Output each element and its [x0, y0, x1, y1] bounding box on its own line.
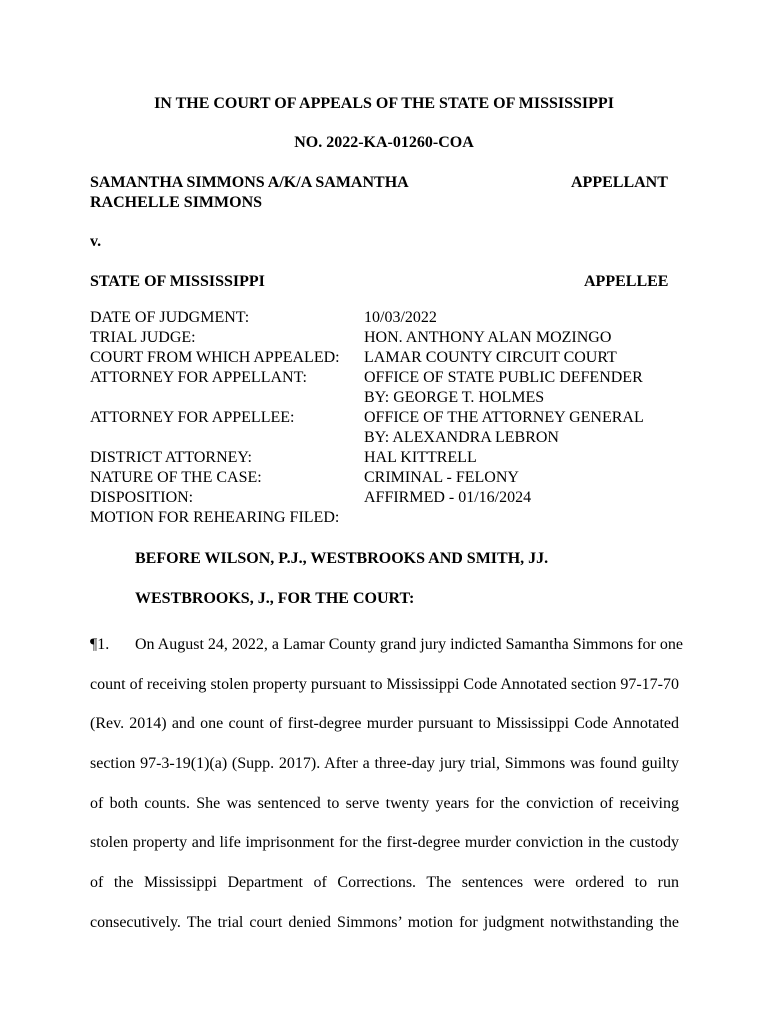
case-info-label: NATURE OF THE CASE:: [90, 469, 262, 486]
case-info-value: AFFIRMED - 01/16/2024: [364, 489, 532, 506]
case-info-row: [90, 428, 644, 448]
paragraph-line: consecutively. The trial court denied Simmons’ motion for judgment notwithstanding the: [90, 913, 679, 931]
paragraph-line: count of receiving stolen property pursuant to Mississippi Code Annotated section 97-17-70: [90, 675, 679, 693]
case-info-row: [90, 388, 644, 408]
case-info-row: [90, 468, 644, 488]
case-info-label: DISPOSITION:: [90, 489, 194, 506]
case-info-row: [90, 508, 644, 528]
appellee-name: STATE OF MISSISSIPPI: [90, 273, 265, 290]
paragraph-line: section 97-3-19(1)(a) (Supp. 2017). After a three-day jury trial, Simmons was found guilty: [90, 755, 679, 773]
case-info-row: [90, 348, 644, 368]
case-info-row: [90, 408, 644, 428]
paragraph-line: of both counts. She was sentenced to serve twenty years for the conviction of receiving: [90, 794, 679, 812]
case-info-label: DATE OF JUDGMENT:: [90, 309, 250, 326]
case-info-label: MOTION FOR REHEARING FILED:: [90, 509, 340, 526]
case-info-row: [90, 448, 644, 468]
case-info-value: OFFICE OF STATE PUBLIC DEFENDER: [364, 369, 643, 386]
case-info-value: HAL KITTRELL: [364, 449, 477, 466]
case-info-table: [90, 308, 644, 528]
case-info-label: DISTRICT ATTORNEY:: [90, 449, 252, 466]
versus: v.: [90, 233, 102, 250]
paragraph-line: (Rev. 2014) and one count of first-degree murder pursuant to Mississippi Code Annotated: [90, 715, 679, 733]
paragraph-line: [90, 625, 683, 665]
case-info-label: ATTORNEY FOR APPELLEE:: [90, 409, 295, 426]
case-info-row: [90, 368, 644, 388]
appellee-role: APPELLEE: [584, 273, 669, 290]
case-info-value: CRIMINAL - FELONY: [364, 469, 519, 486]
case-info-value: HON. ANTHONY ALAN MOZINGO: [364, 329, 612, 346]
case-number: NO. 2022-KA-01260-COA: [294, 134, 474, 151]
case-info-row: [90, 328, 644, 348]
case-info-value: BY: GEORGE T. HOLMES: [364, 389, 545, 406]
case-info-label: TRIAL JUDGE:: [90, 329, 196, 346]
paragraph-line-text: On August 24, 2022, a Lamar County grand jury indicted Samantha Simmons for one: [135, 636, 683, 653]
opinion-author: WESTBROOKS, J., FOR THE COURT:: [135, 590, 415, 607]
case-info-label: ATTORNEY FOR APPELLANT:: [90, 369, 307, 386]
court-heading: IN THE COURT OF APPEALS OF THE STATE OF MISSISSIPPI: [154, 95, 614, 112]
case-info-value: OFFICE OF THE ATTORNEY GENERAL: [364, 409, 644, 426]
opinion-paragraph: [90, 625, 683, 943]
paragraph-number: ¶1.: [90, 636, 110, 653]
case-info-row: [90, 308, 644, 328]
panel-line: BEFORE WILSON, P.J., WESTBROOKS AND SMITH, JJ.: [135, 550, 549, 567]
appellant-name-line2: RACHELLE SIMMONS: [90, 194, 263, 211]
appellant-name-line1: SAMANTHA SIMMONS A/K/A SAMANTHA: [90, 174, 409, 191]
case-info-value: LAMAR COUNTY CIRCUIT COURT: [364, 349, 617, 366]
case-info-row: [90, 488, 644, 508]
case-info-label: [90, 428, 364, 448]
appellant-role: APPELLANT: [571, 174, 668, 191]
case-info-value: 10/03/2022: [364, 309, 437, 326]
case-info-label: COURT FROM WHICH APPEALED:: [90, 349, 340, 366]
case-info-label: [90, 388, 364, 408]
paragraph-line: of the Mississippi Department of Corrections. The sentences were ordered to run: [90, 874, 679, 892]
paragraph-line: stolen property and life imprisonment for the first-degree murder conviction in the custody: [90, 834, 679, 852]
case-info-value: BY: ALEXANDRA LEBRON: [364, 429, 559, 446]
